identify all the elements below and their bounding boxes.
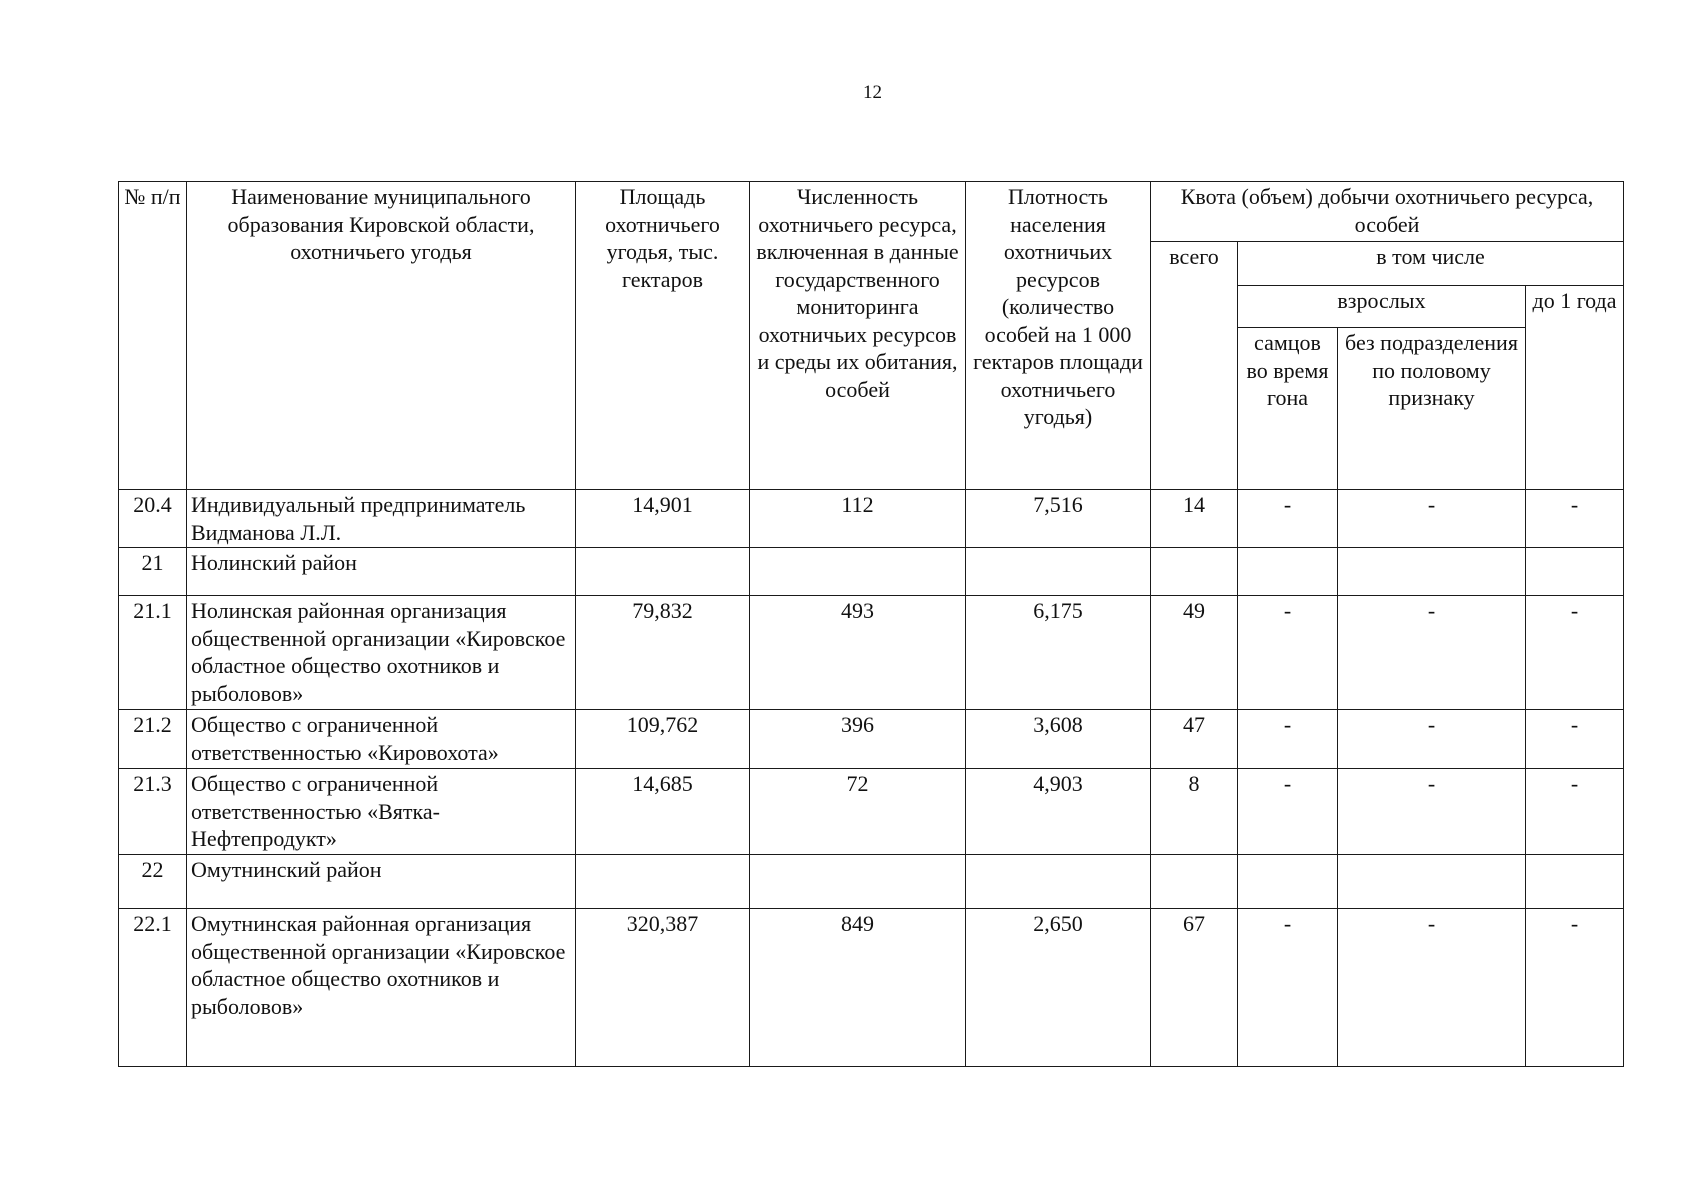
cell-name: Общество с ограниченной ответственностью «Вятка-Нефтепродукт»	[187, 769, 576, 855]
cell-young: -	[1526, 596, 1624, 710]
cell-nosex	[1338, 548, 1526, 596]
cell-density	[966, 548, 1151, 596]
header-num: № п/п	[119, 182, 187, 490]
cell-males: -	[1238, 490, 1338, 548]
header-males-rut: самцов во время гона	[1238, 328, 1338, 490]
header-density: Плотность населения охотничьих ресурсов (количество особей на 1 000 гектаров площади охотничьего угодья)	[966, 182, 1151, 490]
cell-population: 493	[750, 596, 966, 710]
cell-nosex: -	[1338, 596, 1526, 710]
header-name: Наименование муниципального образования Кировской области, охотничьего угодья	[187, 182, 576, 490]
cell-name: Индивидуальный предприниматель Видманова Л.Л.	[187, 490, 576, 548]
cell-name: Омутнинская районная организация общественной организации «Кировское областное общество охотников и рыболовов»	[187, 909, 576, 1067]
cell-density: 2,650	[966, 909, 1151, 1067]
table-row	[119, 490, 1624, 548]
cell-area	[576, 855, 750, 909]
header-no-sex-division: без подразделения по половому признаку	[1338, 328, 1526, 490]
header-area: Площадь охотничьего угодья, тыс. гектаров	[576, 182, 750, 490]
cell-num: 22	[119, 855, 187, 909]
cell-population	[750, 548, 966, 596]
cell-nosex	[1338, 855, 1526, 909]
table-row	[119, 710, 1624, 769]
cell-area: 320,387	[576, 909, 750, 1067]
table-row	[119, 548, 1624, 596]
cell-num: 21.1	[119, 596, 187, 710]
cell-num: 21.3	[119, 769, 187, 855]
cell-population: 849	[750, 909, 966, 1067]
cell-area: 109,762	[576, 710, 750, 769]
cell-nosex: -	[1338, 769, 1526, 855]
cell-total	[1151, 548, 1238, 596]
cell-num: 20.4	[119, 490, 187, 548]
cell-name: Общество с ограниченной ответственностью «Кировохота»	[187, 710, 576, 769]
cell-area: 79,832	[576, 596, 750, 710]
cell-males: -	[1238, 596, 1338, 710]
cell-males	[1238, 548, 1338, 596]
cell-males: -	[1238, 769, 1338, 855]
cell-total: 49	[1151, 596, 1238, 710]
table-row	[119, 855, 1624, 909]
page-number: 12	[863, 82, 882, 103]
cell-population	[750, 855, 966, 909]
cell-population: 396	[750, 710, 966, 769]
cell-nosex: -	[1338, 490, 1526, 548]
cell-males	[1238, 855, 1338, 909]
cell-density: 3,608	[966, 710, 1151, 769]
cell-density: 6,175	[966, 596, 1151, 710]
quota-table	[118, 181, 1624, 1067]
cell-total	[1151, 855, 1238, 909]
cell-young: -	[1526, 710, 1624, 769]
cell-num: 22.1	[119, 909, 187, 1067]
header-including: в том числе	[1238, 242, 1624, 286]
header-adults: взрослых	[1238, 286, 1526, 328]
header-under-one-year: до 1 года	[1526, 286, 1624, 490]
cell-population: 112	[750, 490, 966, 548]
cell-population: 72	[750, 769, 966, 855]
header-total: всего	[1151, 242, 1238, 490]
cell-total: 14	[1151, 490, 1238, 548]
cell-males: -	[1238, 909, 1338, 1067]
cell-name: Омутнинский район	[187, 855, 576, 909]
table-row	[119, 909, 1624, 1067]
table-row	[119, 769, 1624, 855]
cell-area: 14,901	[576, 490, 750, 548]
cell-total: 8	[1151, 769, 1238, 855]
header-quota: Квота (объем) добычи охотничьего ресурса, особей	[1151, 182, 1624, 242]
cell-young: -	[1526, 490, 1624, 548]
header-population: Численность охотничьего ресурса, включенная в данные государственного мониторинга охотничьих ресурсов и среды их обитания, особей	[750, 182, 966, 490]
cell-area: 14,685	[576, 769, 750, 855]
cell-young	[1526, 548, 1624, 596]
cell-name: Нолинский район	[187, 548, 576, 596]
table-row	[119, 596, 1624, 710]
cell-density: 4,903	[966, 769, 1151, 855]
cell-young: -	[1526, 909, 1624, 1067]
cell-nosex: -	[1338, 909, 1526, 1067]
cell-num: 21	[119, 548, 187, 596]
cell-nosex: -	[1338, 710, 1526, 769]
cell-density	[966, 855, 1151, 909]
cell-total: 67	[1151, 909, 1238, 1067]
cell-young	[1526, 855, 1624, 909]
cell-total: 47	[1151, 710, 1238, 769]
cell-males: -	[1238, 710, 1338, 769]
cell-name: Нолинская районная организация общественной организации «Кировское областное общество охотников и рыболовов»	[187, 596, 576, 710]
cell-young: -	[1526, 769, 1624, 855]
cell-num: 21.2	[119, 710, 187, 769]
cell-area	[576, 548, 750, 596]
cell-density: 7,516	[966, 490, 1151, 548]
